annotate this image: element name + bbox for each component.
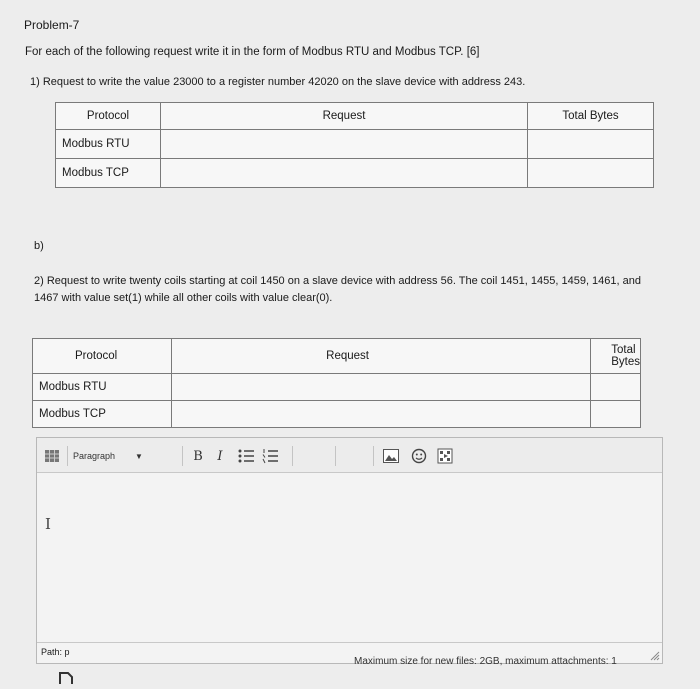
- numbered-list-icon[interactable]: [259, 447, 281, 465]
- header-request: Request: [172, 339, 591, 374]
- cell-request[interactable]: [172, 374, 591, 401]
- cell-request[interactable]: [172, 401, 591, 428]
- chevron-down-icon: ▼: [135, 451, 143, 461]
- text-cursor: I: [45, 515, 51, 533]
- image-icon[interactable]: [381, 447, 401, 465]
- table-row: [56, 159, 654, 188]
- rich-text-editor: [36, 437, 663, 664]
- question-1: 1) Request to write the value 23000 to a register number 42020 on the slave device with address 243.: [30, 76, 526, 88]
- cell-total-bytes[interactable]: [528, 130, 654, 159]
- cell-request[interactable]: [161, 159, 528, 188]
- table-row: [56, 130, 654, 159]
- format-select[interactable]: [73, 447, 163, 465]
- header-protocol: Protocol: [33, 339, 172, 374]
- bullet-list-icon[interactable]: [235, 447, 257, 465]
- question-2-line-2: 1467 with value set(1) while all other coils with value clear(0).: [34, 292, 333, 304]
- problem-intro: For each of the following request write it in the form of Modbus RTU and Modbus TCP. [6]: [25, 46, 480, 58]
- cell-protocol: Modbus TCP: [33, 401, 172, 428]
- question-2-line-1: 2) Request to write twenty coils starting at coil 1450 on a slave device with address 56. The coil 1451, 1455, 1459, 1461, and: [34, 275, 641, 287]
- header-request: Request: [161, 103, 528, 130]
- table-row: [33, 401, 641, 428]
- format-select-value: Paragraph: [73, 451, 116, 461]
- media-icon[interactable]: [435, 447, 455, 465]
- table-row: [33, 374, 641, 401]
- cell-request[interactable]: [161, 130, 528, 159]
- resize-handle-icon[interactable]: [650, 651, 660, 661]
- cell-total-bytes[interactable]: [591, 374, 641, 401]
- header-protocol: Protocol: [56, 103, 161, 130]
- cell-protocol: Modbus RTU: [33, 374, 172, 401]
- answer-table-1: [55, 102, 654, 188]
- bold-button[interactable]: B: [193, 448, 203, 464]
- part-b-label: b): [34, 240, 44, 252]
- max-file-size-note: Maximum size for new files: 2GB, maximum attachments: 1: [354, 656, 617, 667]
- header-total-bytes: Total Bytes: [591, 339, 641, 374]
- header-total-bytes: Total Bytes: [528, 103, 654, 130]
- emoji-icon[interactable]: [409, 447, 429, 465]
- cell-protocol: Modbus TCP: [56, 159, 161, 188]
- cell-protocol: Modbus RTU: [56, 130, 161, 159]
- editor-content-area[interactable]: [37, 473, 662, 629]
- cell-total-bytes[interactable]: [591, 401, 641, 428]
- table-header-row: [33, 339, 641, 374]
- editor-toolbar: [37, 438, 662, 473]
- table-header-row: [56, 103, 654, 130]
- element-path: Path: p: [41, 647, 70, 657]
- problem-title: Problem-7: [24, 18, 80, 32]
- cell-total-bytes[interactable]: [528, 159, 654, 188]
- answer-table-2: [32, 338, 641, 428]
- grid-icon[interactable]: [43, 447, 61, 465]
- italic-button[interactable]: I: [217, 448, 223, 464]
